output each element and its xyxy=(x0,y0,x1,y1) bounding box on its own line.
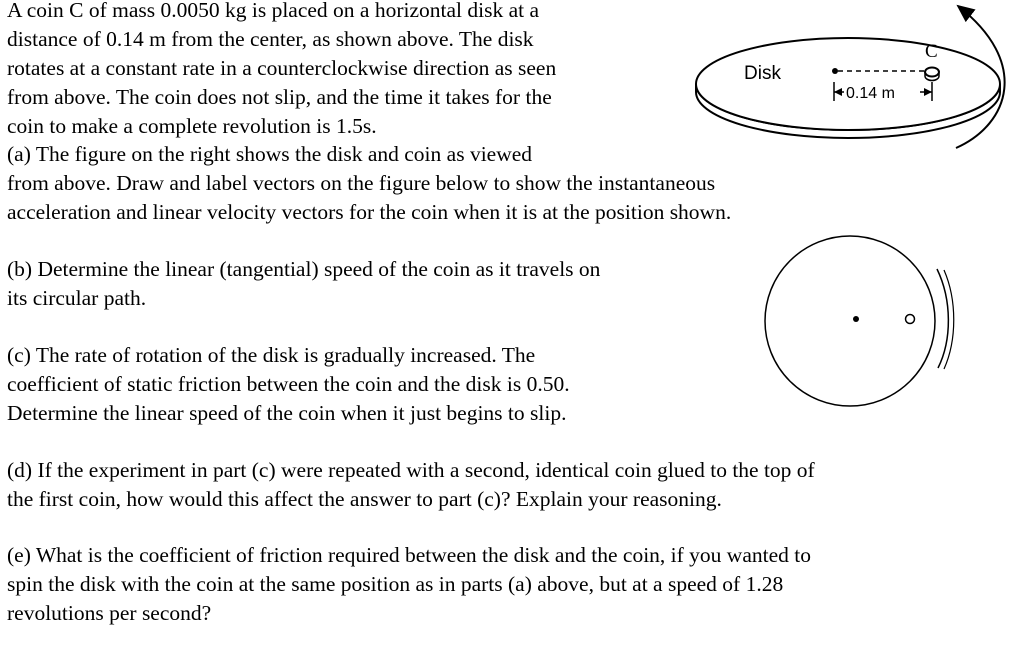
part-e-line: (e) What is the coefficient of friction required between the disk and the coin, if you wanted to xyxy=(7,543,811,567)
part-c-line: coefficient of static friction between the coin and the disk is 0.50. xyxy=(7,372,570,396)
distance-label: 0.14 m xyxy=(846,85,895,102)
intro-line: rotates at a constant rate in a counterclockwise direction as seen xyxy=(7,56,557,80)
part-a-line: from above. Draw and label vectors on the figure below to show the instantaneous xyxy=(7,171,716,195)
part-b-line: its circular path. xyxy=(7,286,147,310)
disk-center-dot xyxy=(832,68,838,74)
intro-line: A coin C of mass 0.0050 kg is placed on a horizontal disk at a xyxy=(7,0,540,22)
disk-side-view-figure xyxy=(680,0,1024,160)
disk-top xyxy=(696,38,1000,130)
intro-line: distance of 0.14 m from the center, as shown above. The disk xyxy=(7,27,534,51)
intro-line: coin to make a complete revolution is 1.5s. xyxy=(7,114,377,138)
part-d-line: the first coin, how would this affect the answer to part (c)? Explain your reasoning. xyxy=(7,487,722,511)
coin-label: C xyxy=(925,41,938,62)
coin xyxy=(925,68,939,77)
rotation-indicator-arc xyxy=(937,269,948,368)
center-dot xyxy=(853,316,859,322)
part-e-line: spin the disk with the coin at the same position as in parts (a) above, but at a speed of 1.28 xyxy=(7,572,784,596)
part-c-line: Determine the linear speed of the coin when it just begins to slip. xyxy=(7,401,567,425)
disk-top-view-figure xyxy=(760,228,960,428)
part-e-line: revolutions per second? xyxy=(7,601,212,625)
part-a-line: acceleration and linear velocity vectors for the coin when it is at the position shown. xyxy=(7,200,732,224)
intro-line: from above. The coin does not slip, and the time it takes for the xyxy=(7,85,552,109)
coin-marker xyxy=(906,315,915,324)
part-d-line: (d) If the experiment in part (c) were repeated with a second, identical coin glued to the top of xyxy=(7,458,815,482)
part-a-line: (a) The figure on the right shows the disk and coin as viewed xyxy=(7,142,533,166)
part-c-line: (c) The rate of rotation of the disk is gradually increased. The xyxy=(7,343,536,367)
part-b-line: (b) Determine the linear (tangential) speed of the coin as it travels on xyxy=(7,257,601,281)
disk-label: Disk xyxy=(744,63,781,84)
